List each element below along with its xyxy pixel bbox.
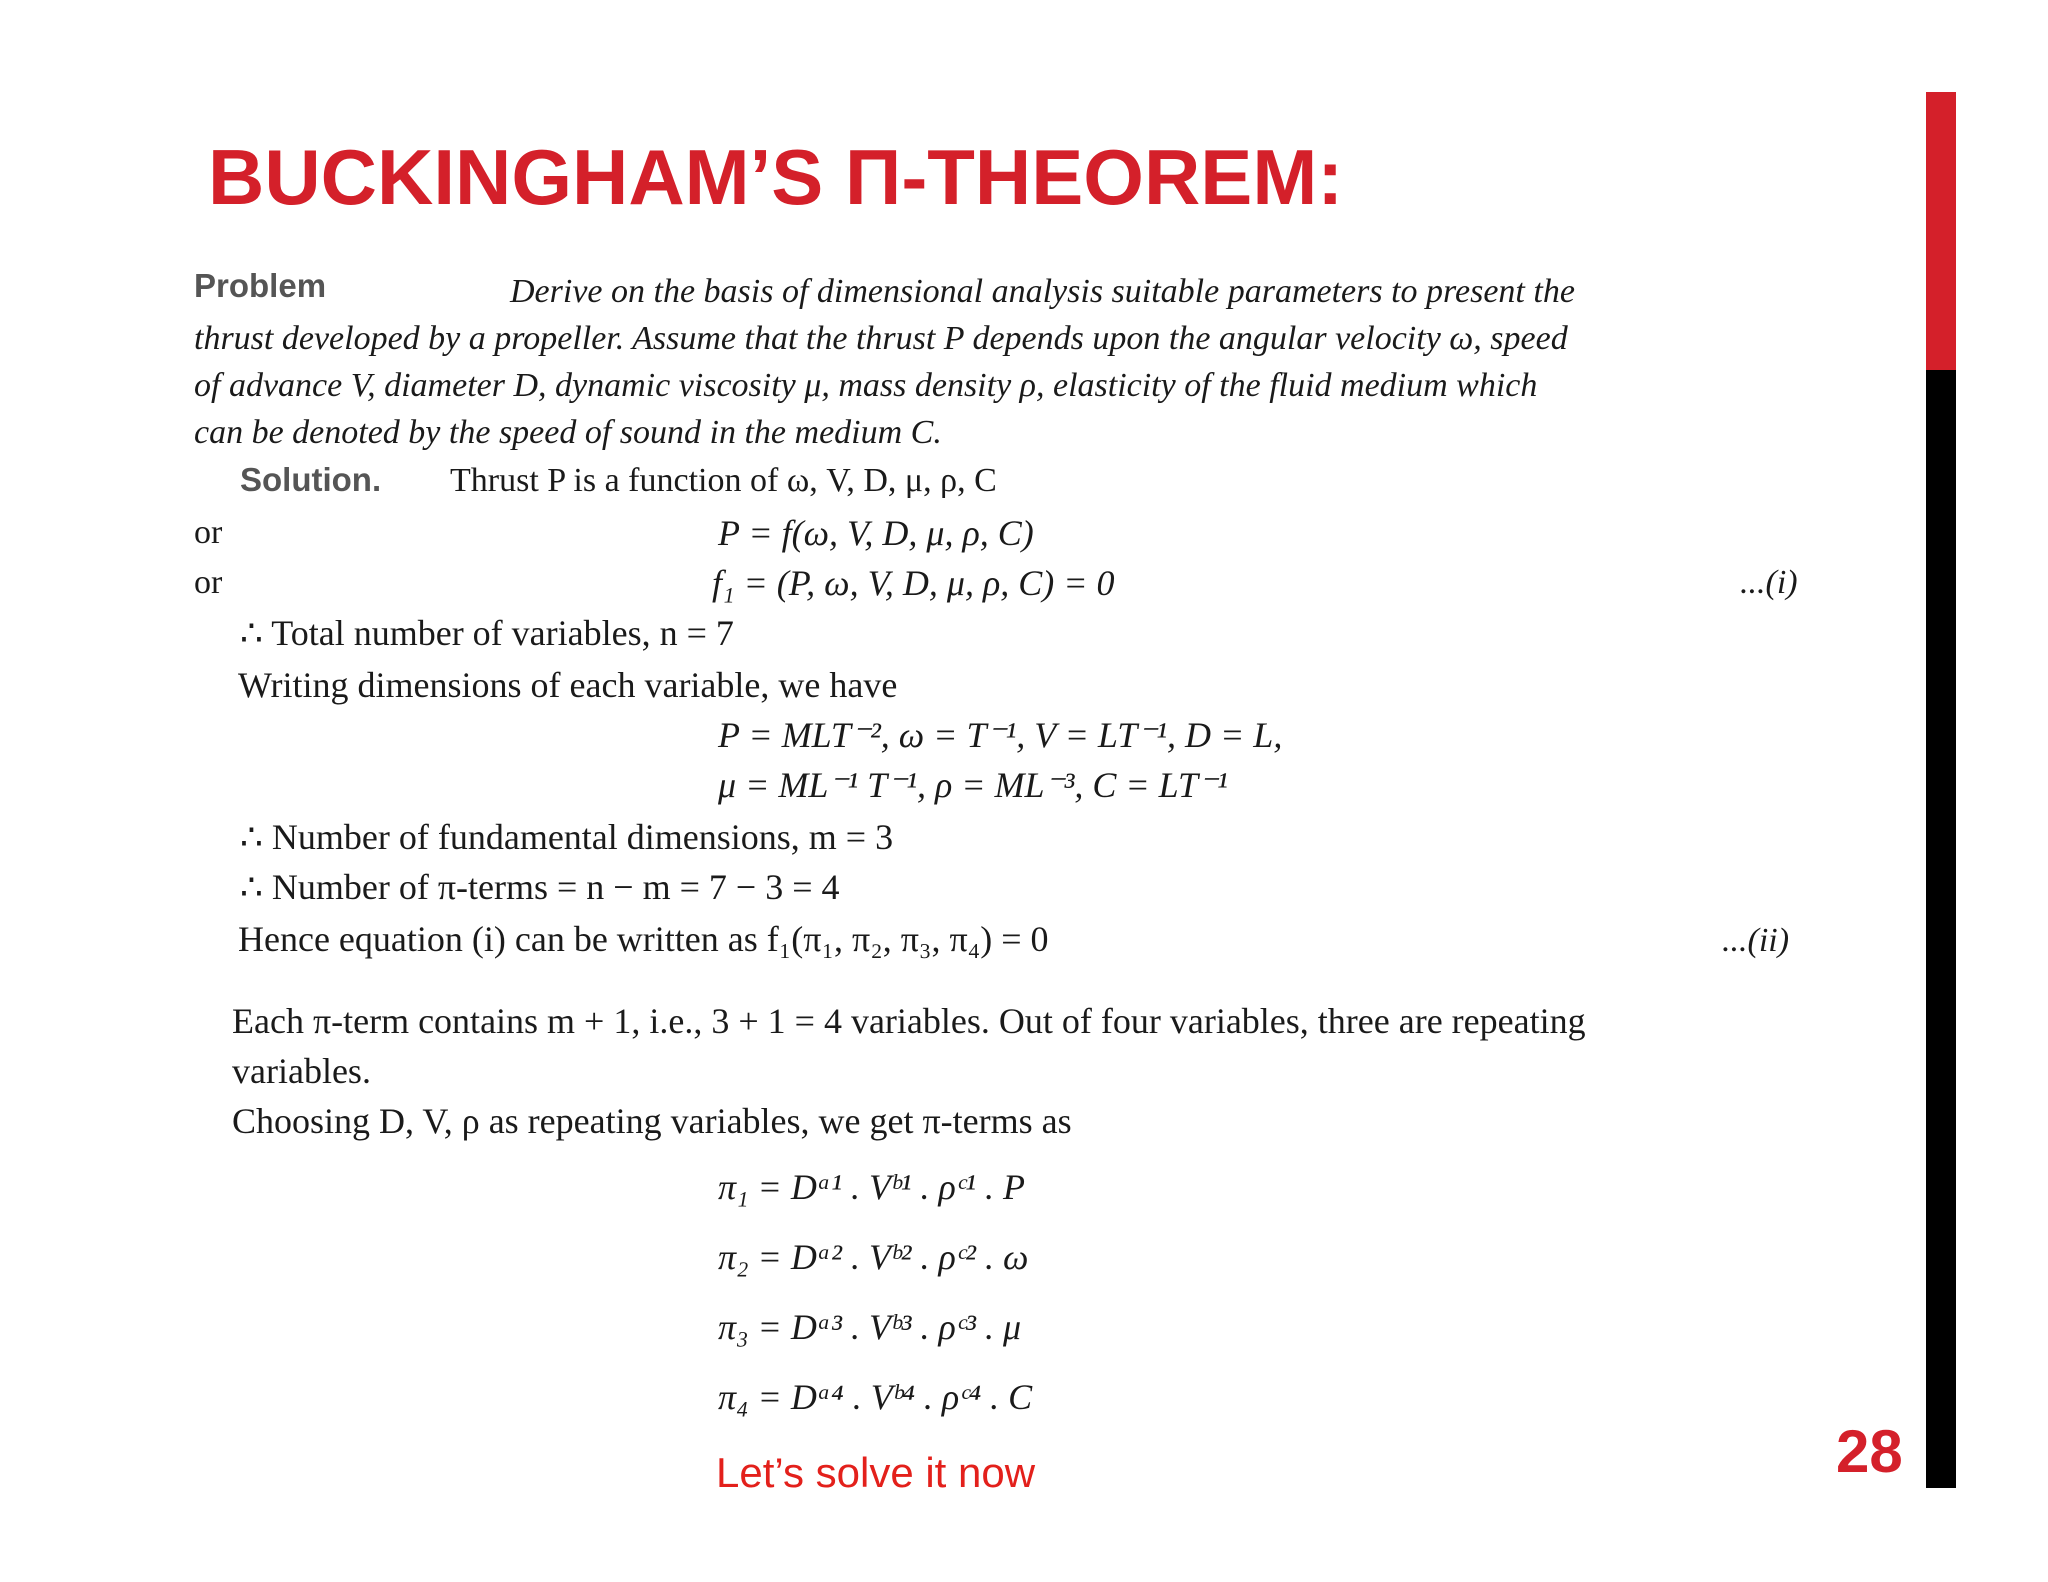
problem-line-2: thrust developed by a propeller. Assume that the thrust P depends upon the angular velocity ω, speed bbox=[194, 320, 1568, 357]
choosing-repeating: Choosing D, V, ρ as repeating variables, we get π-terms as bbox=[232, 1101, 1072, 1141]
slide-title: BUCKINGHAM’S Π-THEOREM: bbox=[208, 133, 1344, 221]
equation-2-tag: ...(i) bbox=[1740, 564, 1798, 601]
footer-note: Let’s solve it now bbox=[716, 1449, 1036, 1496]
each-pi-term-line-1: Each π-term contains m + 1, i.e., 3 + 1 = 4 variables. Out of four variables, three are repeating bbox=[232, 1001, 1586, 1041]
solution-label: Solution. bbox=[240, 461, 382, 498]
hence-equation: Hence equation (i) can be written as f₁(π₁, π₂, π₃, π₄) = 0 bbox=[238, 919, 1049, 959]
pi-terms-count: ∴ Number of π-terms = n − m = 7 − 3 = 4 bbox=[240, 867, 840, 907]
problem-line-1: Derive on the basis of dimensional analysis suitable parameters to present the bbox=[510, 273, 1575, 310]
pi-term-2: π₂ = Dᵃ² . Vᵇ² . ρᶜ² . ω bbox=[718, 1237, 1029, 1277]
problem-line-4: can be denoted by the speed of sound in the medium C. bbox=[194, 414, 942, 451]
pi-term-4: π₄ = Dᵃ⁴ . Vᵇ⁴ . ρᶜ⁴ . C bbox=[718, 1377, 1033, 1417]
dimensions-line-2: μ = ML⁻¹ T⁻¹, ρ = ML⁻³, C = LT⁻¹ bbox=[718, 765, 1228, 805]
fundamental-dimensions: ∴ Number of fundamental dimensions, m = 3 bbox=[240, 817, 894, 857]
each-pi-term-line-2: variables. bbox=[232, 1051, 371, 1091]
or-label-2: or bbox=[194, 564, 223, 601]
dimensions-line-1: P = MLT⁻², ω = T⁻¹, V = LT⁻¹, D = L, bbox=[718, 715, 1283, 755]
solution-intro: Thrust P is a function of ω, V, D, μ, ρ, C bbox=[450, 462, 997, 499]
problem-label: Problem bbox=[194, 267, 327, 304]
page-number: 28 bbox=[1836, 1418, 1903, 1485]
hence-equation-tag: ...(ii) bbox=[1722, 922, 1790, 959]
total-variables: ∴ Total number of variables, n = 7 bbox=[240, 613, 734, 653]
problem-line-3: of advance V, diameter D, dynamic viscosity μ, mass density ρ, elasticity of the fluid medium which bbox=[194, 367, 1538, 404]
pi-term-3: π₃ = Dᵃ³ . Vᵇ³ . ρᶜ³ . μ bbox=[718, 1307, 1022, 1347]
pi-term-1: π₁ = Dᵃ¹ . Vᵇ¹ . ρᶜ¹ . P bbox=[718, 1167, 1025, 1207]
equation-1: P = f(ω, V, D, μ, ρ, C) bbox=[718, 513, 1034, 553]
or-label-1: or bbox=[194, 514, 223, 551]
writing-dimensions: Writing dimensions of each variable, we have bbox=[238, 665, 898, 705]
equation-2: f₁ = (P, ω, V, D, μ, ρ, C) = 0 bbox=[712, 563, 1115, 603]
accent-bar-black bbox=[1926, 370, 1956, 1488]
accent-bar-red bbox=[1926, 92, 1956, 370]
